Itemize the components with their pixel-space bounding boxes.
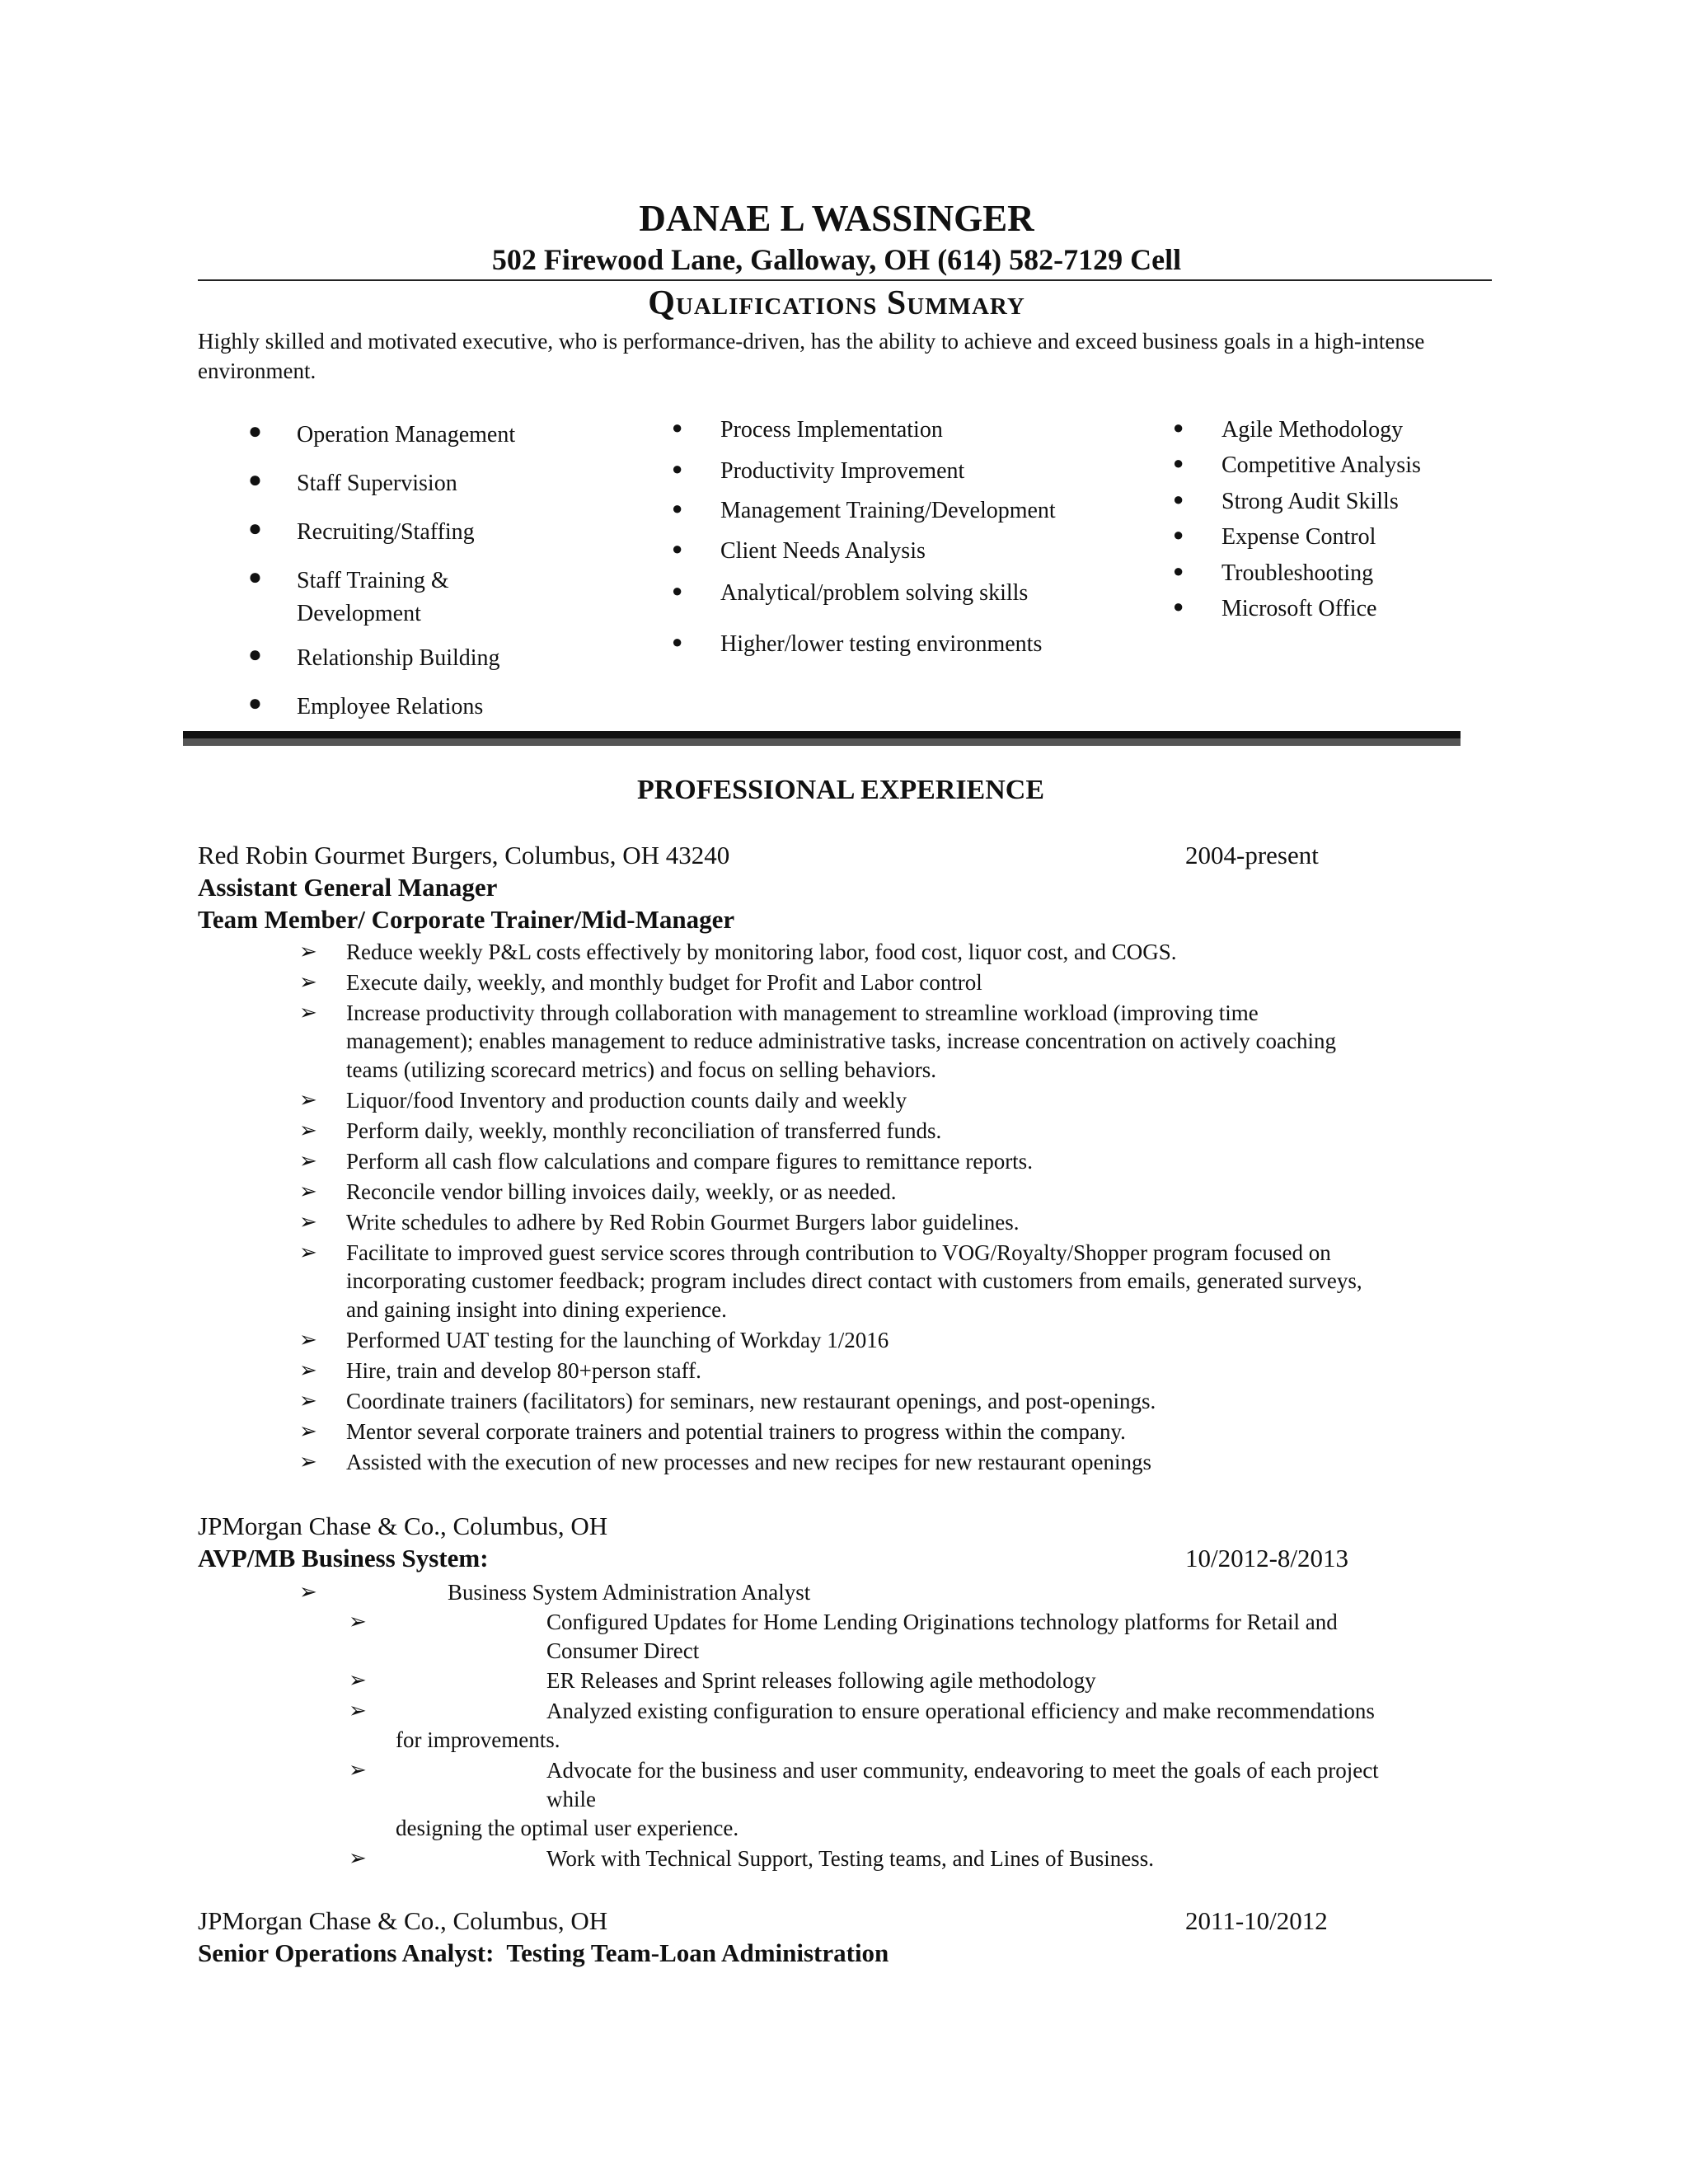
bullet-icon: ● — [672, 580, 683, 601]
job1-bullet: Write schedules to adhere by Red Robin Gourmet Burgers labor guidelines. — [346, 1210, 1020, 1235]
candidate-name: DANAE L WASSINGER — [639, 198, 1034, 239]
section-divider — [183, 731, 1461, 746]
arrow-bullet-icon: ➢ — [299, 1450, 317, 1474]
skill-item: Process Implementation — [720, 417, 943, 443]
arrow-bullet-icon: ➢ — [299, 1001, 317, 1024]
bullet-icon: ● — [248, 467, 262, 493]
bullet-icon: ● — [1173, 452, 1184, 473]
bullet-icon: ● — [1173, 489, 1184, 509]
job2-title: AVP/MB Business System: — [198, 1544, 489, 1572]
skill-item: Development — [297, 601, 421, 626]
arrow-bullet-icon: ➢ — [299, 1149, 317, 1173]
job1-bullet: incorporating customer feedback; program includes direct contact with customers from emails, generated surveys, — [346, 1268, 1362, 1293]
bullet-icon: ● — [672, 498, 683, 518]
bullet-icon: ● — [1173, 417, 1184, 438]
skill-item: Staff Supervision — [297, 471, 457, 496]
skill-item: Relationship Building — [297, 645, 500, 671]
skill-item: Strong Audit Skills — [1221, 489, 1399, 514]
summary-text: Highly skilled and motivated executive, who is performance-driven, has the ability to achieve and exceed business goals in a high-intense environment. — [198, 329, 1425, 383]
arrow-bullet-icon: ➢ — [349, 1699, 367, 1722]
skill-item: Microsoft Office — [1221, 596, 1377, 621]
job1-subtitle: Team Member/ Corporate Trainer/Mid-Manager — [198, 905, 735, 934]
skill-item: Operation Management — [297, 422, 516, 448]
job2-line: Work with Technical Support, Testing teams, and Lines of Business. — [546, 1846, 1154, 1871]
job1-bullet: Reconcile vendor billing invoices daily, weekly, or as needed. — [346, 1179, 897, 1204]
skill-item: Analytical/problem solving skills — [720, 580, 1029, 606]
bullet-icon: ● — [672, 417, 683, 438]
job3-dates: 2011-10/2012 — [1185, 1906, 1328, 1935]
job1-bullet: Assisted with the execution of new processes and new recipes for new restaurant openings — [346, 1450, 1151, 1474]
job2-line: Business System Administration Analyst — [448, 1580, 811, 1605]
bullet-icon: ● — [672, 631, 683, 652]
arrow-bullet-icon: ➢ — [299, 1358, 317, 1382]
job1-dates: 2004-present — [1185, 841, 1319, 869]
job2-line: Configured Updates for Home Lending Originations technology platforms for Retail and — [546, 1610, 1338, 1634]
arrow-bullet-icon: ➢ — [299, 1328, 317, 1352]
job1-bullet: Increase productivity through collaboration with management to streamline workload (improving time — [346, 1001, 1259, 1025]
bullet-icon: ● — [248, 419, 262, 444]
skill-item: Client Needs Analysis — [720, 538, 926, 564]
job1-bullet: Coordinate trainers (facilitators) for seminars, new restaurant openings, and post-openings. — [346, 1389, 1156, 1413]
arrow-bullet-icon: ➢ — [349, 1668, 367, 1692]
job2-dates: 10/2012-8/2013 — [1185, 1544, 1349, 1572]
bullet-icon: ● — [1173, 560, 1184, 581]
bullet-icon: ● — [248, 516, 262, 541]
arrow-bullet-icon: ➢ — [349, 1610, 367, 1633]
job1-bullet: Mentor several corporate trainers and potential trainers to progress within the company. — [346, 1419, 1126, 1444]
skill-item: Troubleshooting — [1221, 560, 1374, 586]
job2-line: Analyzed existing configuration to ensure operational efficiency and make recommendations — [546, 1699, 1375, 1723]
contact-line: 502 Firewood Lane, Galloway, OH (614) 582-7129 Cell — [491, 243, 1182, 276]
arrow-bullet-icon: ➢ — [299, 1210, 317, 1234]
job2-line: designing the optimal user experience. — [396, 1816, 739, 1840]
bullet-icon: ● — [248, 691, 262, 716]
job1-bullet: Execute daily, weekly, and monthly budget for Profit and Labor control — [346, 970, 982, 995]
skill-item: Competitive Analysis — [1221, 452, 1421, 478]
experience-title: PROFESSIONAL EXPERIENCE — [636, 775, 1045, 805]
job1-bullet: Facilitate to improved guest service scores through contribution to VOG/Royalty/Shopper program focused on — [346, 1240, 1331, 1265]
job3-title: Senior Operations Analyst: Testing Team-Loan Administration — [198, 1938, 889, 1967]
job1-bullet: Reduce weekly P&L costs effectively by monitoring labor, food cost, liquor cost, and COGS. — [346, 940, 1177, 964]
skill-item: Management Training/Development — [720, 498, 1056, 523]
job1-bullet: management); enables management to reduce administrative tasks, increase concentration on actively coaching — [346, 1029, 1337, 1053]
arrow-bullet-icon: ➢ — [299, 1118, 317, 1142]
bullet-icon: ● — [248, 565, 262, 590]
arrow-bullet-icon: ➢ — [299, 1179, 317, 1203]
skill-item: Higher/lower testing environments — [720, 631, 1043, 657]
skill-item: Recruiting/Staffing — [297, 519, 475, 545]
arrow-bullet-icon: ➢ — [299, 940, 317, 963]
header-divider — [198, 279, 1492, 281]
arrow-bullet-icon: ➢ — [299, 1580, 317, 1604]
job1-bullet: Hire, train and develop 80+person staff. — [346, 1358, 701, 1383]
skill-item: Employee Relations — [297, 694, 484, 719]
bullet-icon: ● — [672, 458, 683, 479]
arrow-bullet-icon: ➢ — [349, 1758, 367, 1782]
skill-item: Staff Training & — [297, 568, 449, 593]
job2-line: ER Releases and Sprint releases following agile methodology — [546, 1668, 1096, 1693]
job1-bullet: Perform all cash flow calculations and compare figures to remittance reports. — [346, 1149, 1033, 1174]
arrow-bullet-icon: ➢ — [299, 1419, 317, 1443]
bullet-icon: ● — [672, 538, 683, 559]
job1-bullet: Perform daily, weekly, monthly reconciliation of transferred funds. — [346, 1118, 942, 1143]
skill-item: Agile Methodology — [1221, 417, 1404, 443]
qualifications-title: Qualifications Summary — [648, 284, 1025, 322]
arrow-bullet-icon: ➢ — [299, 970, 317, 994]
arrow-bullet-icon: ➢ — [299, 1088, 317, 1112]
job1-title: Assistant General Manager — [198, 873, 498, 902]
arrow-bullet-icon: ➢ — [299, 1389, 317, 1413]
job2-line: Consumer Direct — [546, 1638, 700, 1663]
job2-line: for improvements. — [396, 1727, 560, 1752]
job1-employer: Red Robin Gourmet Burgers, Columbus, OH 43240 — [198, 841, 730, 869]
job2-line: Advocate for the business and user community, endeavoring to meet the goals of each project — [546, 1758, 1379, 1783]
bullet-icon: ● — [248, 642, 262, 668]
job2-employer: JPMorgan Chase & Co., Columbus, OH — [198, 1511, 608, 1540]
job1-bullet: Performed UAT testing for the launching of Workday 1/2016 — [346, 1328, 889, 1352]
skill-item: Expense Control — [1221, 524, 1376, 550]
bullet-icon: ● — [1173, 596, 1184, 616]
job1-bullet: and gaining insight into dining experience. — [346, 1297, 727, 1322]
arrow-bullet-icon: ➢ — [299, 1240, 317, 1264]
bullet-icon: ● — [1173, 524, 1184, 545]
job1-bullet: Liquor/food Inventory and production counts daily and weekly — [346, 1088, 907, 1113]
job1-bullet: teams (utilizing scorecard metrics) and focus on selling behaviors. — [346, 1057, 937, 1082]
job2-line: while — [546, 1787, 596, 1811]
job3-employer: JPMorgan Chase & Co., Columbus, OH — [198, 1906, 608, 1935]
skill-item: Productivity Improvement — [720, 458, 965, 484]
arrow-bullet-icon: ➢ — [349, 1846, 367, 1870]
